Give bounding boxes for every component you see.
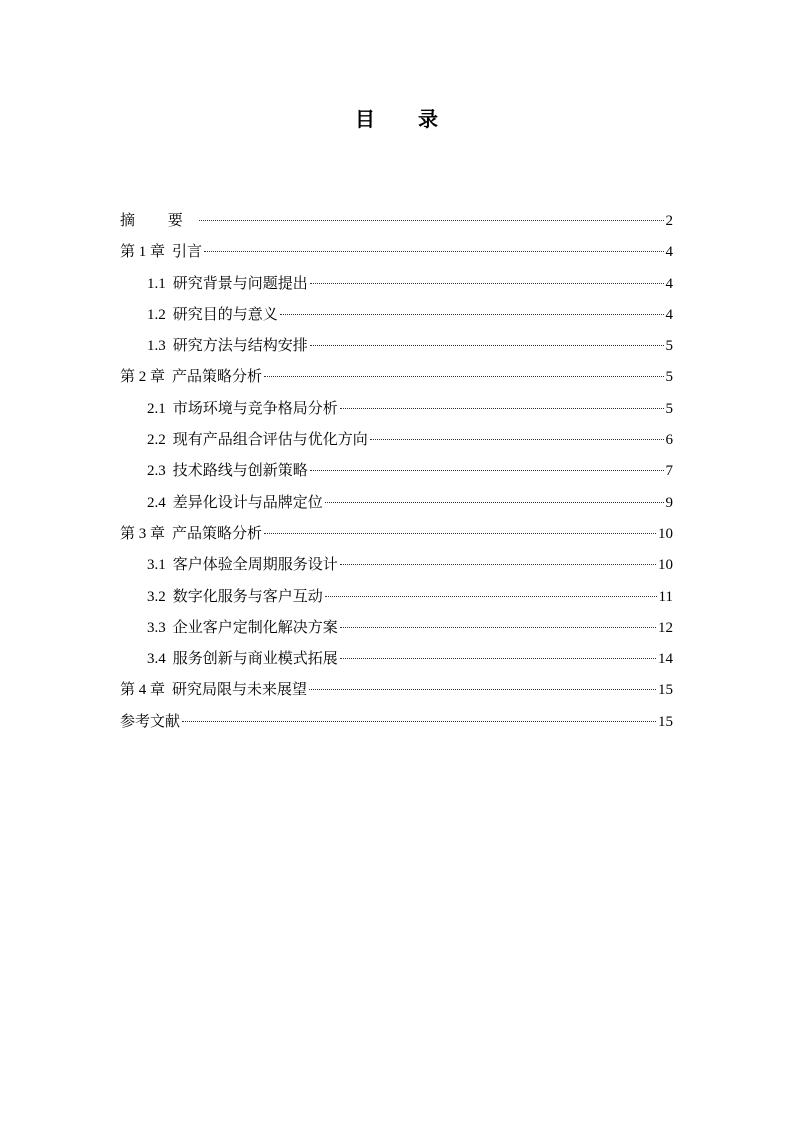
toc-entry-abstract[interactable]	[120, 205, 673, 236]
toc-entry-label	[147, 643, 338, 675]
toc-entry-number: 1.1	[147, 275, 166, 292]
toc-entry-number: 第 2 章	[120, 369, 166, 386]
toc-page-number: 11	[658, 588, 673, 605]
toc-entry-number: 3.1	[147, 557, 166, 574]
toc-entry-label	[120, 236, 202, 268]
toc-entry-section-1-1[interactable]	[120, 268, 673, 299]
toc-entry-chapter-4[interactable]	[120, 674, 673, 705]
toc-entry-text: 服务创新与商业模式拓展	[172, 649, 338, 668]
toc-entry-number: 3.3	[147, 619, 166, 636]
toc-page-number: 5	[665, 400, 673, 417]
toc-entry-text: 研究背景与问题提出	[172, 273, 308, 292]
toc-entry-text: 产品策略分析	[172, 367, 263, 386]
toc-dot-leader	[204, 251, 663, 252]
toc-entry-section-2-3[interactable]	[120, 455, 673, 486]
toc-entry-text: 企业客户定制化解决方案	[172, 617, 338, 636]
toc-page-number: 7	[665, 463, 673, 480]
toc-dot-leader	[310, 345, 664, 346]
toc-entry-chapter-1[interactable]	[120, 236, 673, 267]
toc-entry-label	[147, 330, 308, 362]
toc-entry-text: 产品策略分析	[172, 523, 263, 542]
toc-page-number: 10	[658, 557, 673, 574]
toc-entry-text: 引言	[172, 242, 203, 261]
toc-entry-number: 2.3	[147, 463, 166, 480]
toc-entry-number: 第 3 章	[120, 525, 166, 542]
toc-entry-label	[147, 612, 338, 644]
table-of-contents	[120, 205, 673, 737]
toc-entry-number: 3.2	[147, 588, 166, 605]
toc-entry-section-3-1[interactable]	[120, 549, 673, 580]
toc-entry-label	[147, 487, 323, 519]
toc-entry-section-2-2[interactable]	[120, 424, 673, 455]
toc-entry-number: 3.4	[147, 651, 166, 668]
toc-dot-leader	[340, 408, 664, 409]
toc-entry-number: 1.3	[147, 338, 166, 355]
toc-dot-leader	[280, 314, 664, 315]
toc-entry-number: 第 4 章	[120, 682, 166, 699]
toc-entry-section-2-4[interactable]	[120, 487, 673, 518]
toc-entry-number: 2.4	[147, 494, 166, 511]
toc-dot-leader	[199, 220, 664, 221]
toc-dot-leader	[264, 533, 656, 534]
toc-entry-text: 研究局限与未来展望	[172, 680, 308, 699]
toc-page-number: 4	[665, 275, 673, 292]
toc-page-number: 15	[658, 713, 673, 730]
toc-entry-label	[147, 581, 323, 613]
toc-dot-leader	[340, 658, 656, 659]
toc-page-number: 6	[665, 432, 673, 449]
toc-dot-leader	[264, 376, 663, 377]
toc-dot-leader	[340, 627, 656, 628]
toc-entry-label	[120, 361, 262, 393]
toc-entry-text: 技术路线与创新策略	[172, 461, 308, 480]
toc-entry-text: 参考文献	[120, 711, 181, 730]
toc-dot-leader	[309, 689, 656, 690]
toc-entry-label	[147, 393, 338, 425]
toc-dot-leader	[310, 283, 664, 284]
toc-page-number: 2	[665, 213, 673, 229]
toc-entry-chapter-3[interactable]	[120, 518, 673, 549]
toc-entry-section-3-3[interactable]	[120, 612, 673, 643]
toc-dot-leader	[325, 596, 657, 597]
toc-entry-label	[147, 424, 368, 456]
toc-entry-number: 1.2	[147, 306, 166, 323]
toc-page-number: 10	[658, 525, 673, 542]
toc-entry-section-1-3[interactable]	[120, 330, 673, 361]
toc-page-number: 4	[665, 244, 673, 261]
toc-dot-leader	[340, 564, 656, 565]
toc-entry-text: 客户体验全周期服务设计	[172, 555, 338, 574]
toc-entry-text: 摘 要	[120, 211, 197, 229]
toc-entry-label	[147, 268, 308, 300]
toc-entry-label	[120, 674, 307, 706]
toc-page-number: 14	[658, 651, 673, 668]
toc-page-number: 9	[665, 494, 673, 511]
toc-page-number: 15	[658, 682, 673, 699]
toc-entry-number: 2.1	[147, 400, 166, 417]
toc-entry-label	[120, 518, 262, 550]
toc-entry-label	[120, 706, 180, 737]
toc-entry-chapter-2[interactable]	[120, 361, 673, 392]
toc-entry-text: 差异化设计与品牌定位	[172, 492, 323, 511]
toc-entry-text: 市场环境与竞争格局分析	[172, 398, 338, 417]
toc-dot-leader	[182, 721, 656, 722]
toc-entry-text: 现有产品组合评估与优化方向	[172, 430, 368, 449]
toc-entry-section-1-2[interactable]	[120, 299, 673, 330]
toc-entry-label	[147, 549, 338, 581]
toc-page-number: 12	[658, 619, 673, 636]
toc-entry-number: 2.2	[147, 432, 166, 449]
toc-entry-label	[120, 205, 197, 236]
toc-page-number: 5	[665, 338, 673, 355]
toc-entry-number: 第 1 章	[120, 244, 166, 261]
toc-entry-text: 数字化服务与客户互动	[172, 586, 323, 605]
toc-entry-label	[147, 299, 278, 331]
toc-entry-section-3-4[interactable]	[120, 643, 673, 674]
toc-entry-text: 研究目的与意义	[172, 304, 278, 323]
toc-entry-text: 研究方法与结构安排	[172, 336, 308, 355]
toc-page-number: 4	[665, 306, 673, 323]
toc-entry-label	[147, 455, 308, 487]
toc-entry-section-2-1[interactable]	[120, 393, 673, 424]
toc-page-number: 5	[665, 369, 673, 386]
toc-title: 目 录	[355, 107, 456, 131]
toc-entry-section-3-2[interactable]	[120, 581, 673, 612]
toc-entry-references[interactable]	[120, 706, 673, 737]
toc-dot-leader	[325, 502, 664, 503]
toc-dot-leader	[310, 470, 664, 471]
toc-dot-leader	[370, 439, 664, 440]
